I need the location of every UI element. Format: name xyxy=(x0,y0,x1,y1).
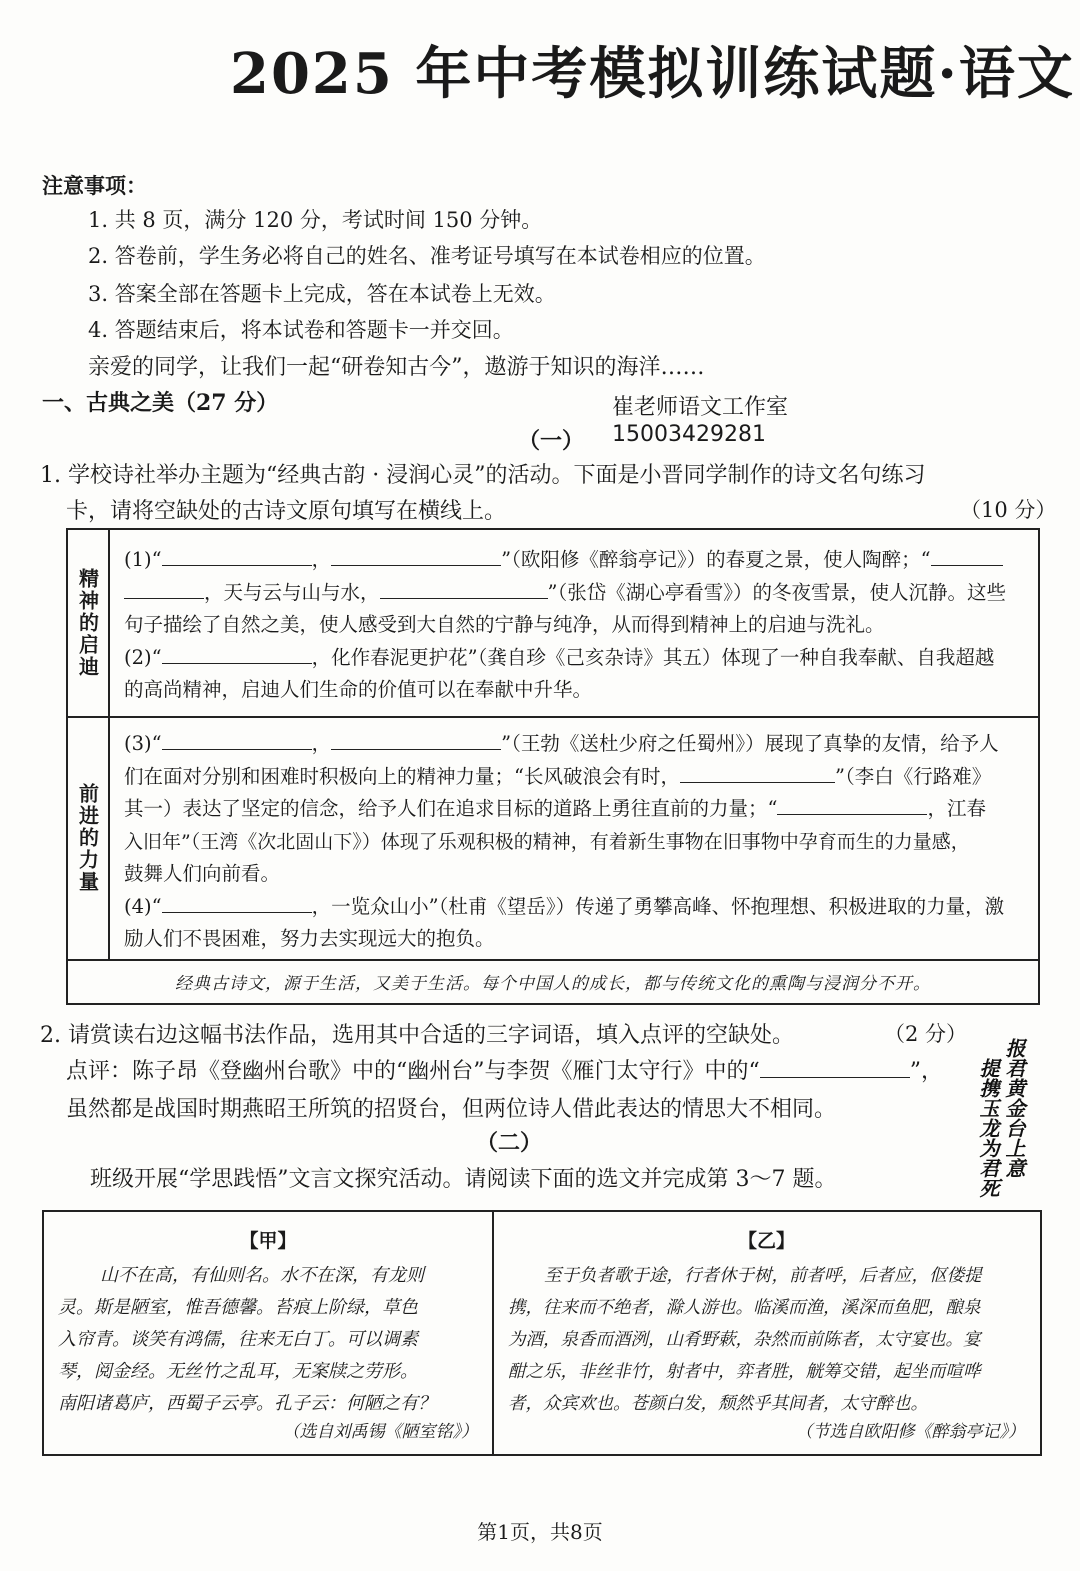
watermark-name: 崔老师语文工作室 xyxy=(612,395,789,420)
text-span: ”（张岱《湖心亭看雪》）的冬夜雪景，使人沉静。这些 xyxy=(547,580,1006,604)
page-number: 第1页，共8页 xyxy=(477,1520,603,1544)
question-2-comment xyxy=(66,1054,943,1085)
passage-heading: 【甲】 xyxy=(239,1230,297,1252)
reading-passages xyxy=(42,1210,1042,1456)
answer-blank[interactable] xyxy=(124,578,204,599)
notice-heading: 注意事项： xyxy=(42,173,147,198)
text-line: 鼓舞人们向前看。 xyxy=(124,862,281,885)
row-content xyxy=(124,728,1028,956)
card-row-strength xyxy=(68,716,1038,961)
notice-item: 2. 答卷前，学生务必将自己的姓名、准考证号填写在本试卷相应的位置。 xyxy=(88,244,766,268)
row-content xyxy=(124,544,1028,707)
text-span: ”， xyxy=(909,1059,943,1084)
text-span: ，江春 xyxy=(927,797,986,820)
calligraphy-column: 报君黄金台上意 xyxy=(1002,1038,1026,1178)
question-1-line: 1. 学校诗社举办主题为“经典古韵 · 浸润心灵”的活动。下面是小晋同学制作的诗文名句练习 xyxy=(40,463,926,488)
card-row-inspiration xyxy=(68,530,1038,718)
greeting-line: 亲爱的同学，让我们一起“研卷知古今”，遨游于知识的海洋…… xyxy=(88,355,705,380)
text-span: ”（欧阳修《醉翁亭记》）的春夏之景，使人陶醉；“ xyxy=(501,548,931,571)
text-span: ，天与云与山与水， xyxy=(204,580,380,604)
passage-line: 至于负者歌于途，行者休于树，前者呼，后者应，伛偻提 xyxy=(544,1266,982,1286)
text-line: 的高尚精神，启迪人们生命的价值可以在奉献中升华。 xyxy=(124,678,593,701)
watermark-phone: 15003429281 xyxy=(612,422,766,447)
activity-intro: 班级开展“学思践悟”文言文探究活动。请阅读下面的选文并完成第 3～7 题。 xyxy=(90,1167,837,1192)
calligraphy-artwork xyxy=(970,1020,1040,1210)
row-label: 精神的启迪 xyxy=(75,568,100,678)
answer-blank[interactable] xyxy=(380,578,548,599)
text-span: ， xyxy=(311,732,332,755)
text-span: ”（李白《行路难》 xyxy=(834,764,992,788)
text-span: 其一）表达了坚定的信念，给予人们在追求目标的道路上勇往直前的力量；“ xyxy=(124,797,778,820)
calligraphy-column: 提携玉龙为君死 xyxy=(976,1058,1000,1198)
card-footer-note: 经典古诗文，源于生活，又美于生活。每个中国人的成长，都与传统文化的熏陶与浸润分不开。 xyxy=(175,973,931,994)
row-label-cell xyxy=(68,716,110,959)
notice-item: 4. 答题结束后，将本试卷和答题卡一并交回。 xyxy=(88,318,514,342)
passage-source: （节选自欧阳修《醉翁亭记》） xyxy=(795,1422,1025,1442)
answer-blank[interactable] xyxy=(162,892,312,913)
passage-line: 琴，阅金经。无丝竹之乱耳，无案牍之劳形。 xyxy=(58,1361,418,1382)
text-span: ”（王勃《送杜少府之任蜀州》）展现了真挚的友情，给予人 xyxy=(501,732,999,755)
text-line: 句子描绘了自然之美，使人感受到大自然的宁静与纯净，从而得到精神上的启迪与洗礼。 xyxy=(124,613,885,636)
answer-blank[interactable] xyxy=(777,794,927,815)
answer-blank[interactable] xyxy=(162,729,312,750)
passage-line: 者，众宾欢也。苍颜白发，颓然乎其间者，太守醉也。 xyxy=(508,1394,928,1414)
passage-line: 酣之乐，非丝非竹，射者中，弈者胜，觥筹交错，起坐而喧哗 xyxy=(508,1362,981,1382)
passage-line: 山不在高，有仙则名。水不在深，有龙则 xyxy=(100,1265,424,1286)
text-span: (4)“ xyxy=(124,894,162,918)
answer-blank[interactable] xyxy=(162,545,312,566)
recitation-card xyxy=(66,528,1040,1005)
answer-blank[interactable] xyxy=(162,643,312,664)
page-title: 2025 年中考模拟训练试题·语文 xyxy=(230,41,1075,107)
row-label: 前进的力量 xyxy=(75,782,100,893)
text-span: (1)“ xyxy=(124,548,162,571)
section-heading: 一、古典之美（27 分） xyxy=(42,390,279,416)
question-1-line: 卡，请将空缺处的古诗文原句填写在横线上。 xyxy=(66,499,507,524)
passage-text xyxy=(508,1260,1029,1420)
question-2-line: 虽然都是战国时期燕昭王所筑的招贤台，但两位诗人借此表达的情思大不相同。 xyxy=(66,1097,837,1122)
answer-blank[interactable] xyxy=(680,762,835,783)
row-label-cell xyxy=(68,530,110,716)
part-label: （一） xyxy=(518,428,585,454)
text-span: ，一览众山小”（杜甫《望岳》）传递了勇攀高峰、怀抱理想、积极进取的力量，激 xyxy=(311,894,1005,918)
question-1-points: （10 分） xyxy=(960,498,1057,522)
passage-line: 为酒，泉香而酒洌，山肴野蔌，杂然而前陈者，太守宴也。宴 xyxy=(508,1330,981,1350)
passage-line: 灵。斯是陋室，惟吾德馨。苔痕上阶绿，草色 xyxy=(58,1297,418,1318)
answer-blank[interactable] xyxy=(331,729,501,750)
passage-source: （选自刘禹锡《陋室铭》） xyxy=(282,1422,478,1442)
answer-blank[interactable] xyxy=(331,545,501,566)
notice-item: 1. 共 8 页，满分 120 分，考试时间 150 分钟。 xyxy=(88,208,543,232)
passage-line: 南阳诸葛庐，西蜀子云亭。孔子云：何陋之有？ xyxy=(58,1393,436,1414)
passage-jia xyxy=(44,1212,494,1454)
question-2-points: （2 分） xyxy=(884,1022,968,1046)
notice-item: 3. 答案全部在答题卡上完成，答在本试卷上无效。 xyxy=(88,282,556,306)
text-span: 们在面对分别和困难时积极向上的精神力量；“长风破浪会有时， xyxy=(124,764,680,788)
answer-blank[interactable] xyxy=(760,1057,910,1078)
text-span: ，化作春泥更护花”（龚自珍《己亥杂诗》其五）体现了一种自我奉献、自我超越 xyxy=(311,645,995,669)
text-span: (2)“ xyxy=(124,645,162,669)
question-2-line: 2. 请赏读右边这幅书法作品，选用其中合适的三字词语，填入点评的空缺处。 xyxy=(40,1023,794,1048)
text-span: (3)“ xyxy=(124,732,162,755)
passage-yi xyxy=(494,1212,1039,1454)
text-line: 入旧年”（王湾《次北固山下》）体现了乐观积极的精神，有着新生事物在旧事物中孕育而生的力量感， xyxy=(124,830,970,853)
text-span: 点评：陈子昂《登幽州台歌》中的“幽州台”与李贺《雁门太守行》中的“ xyxy=(66,1059,760,1084)
passage-heading: 【乙】 xyxy=(737,1230,795,1252)
text-line: 励人们不畏困难，努力去实现远大的抱负。 xyxy=(124,927,495,950)
text-span: ， xyxy=(311,548,332,571)
passage-text xyxy=(58,1260,482,1420)
passage-line: 入帘青。谈笑有鸿儒，往来无白丁。可以调素 xyxy=(58,1329,418,1350)
part-label: （二） xyxy=(476,1130,543,1156)
passage-line: 携，往来而不绝者，滁人游也。临溪而渔，溪深而鱼肥，酿泉 xyxy=(508,1298,981,1318)
answer-blank[interactable] xyxy=(931,545,1003,566)
